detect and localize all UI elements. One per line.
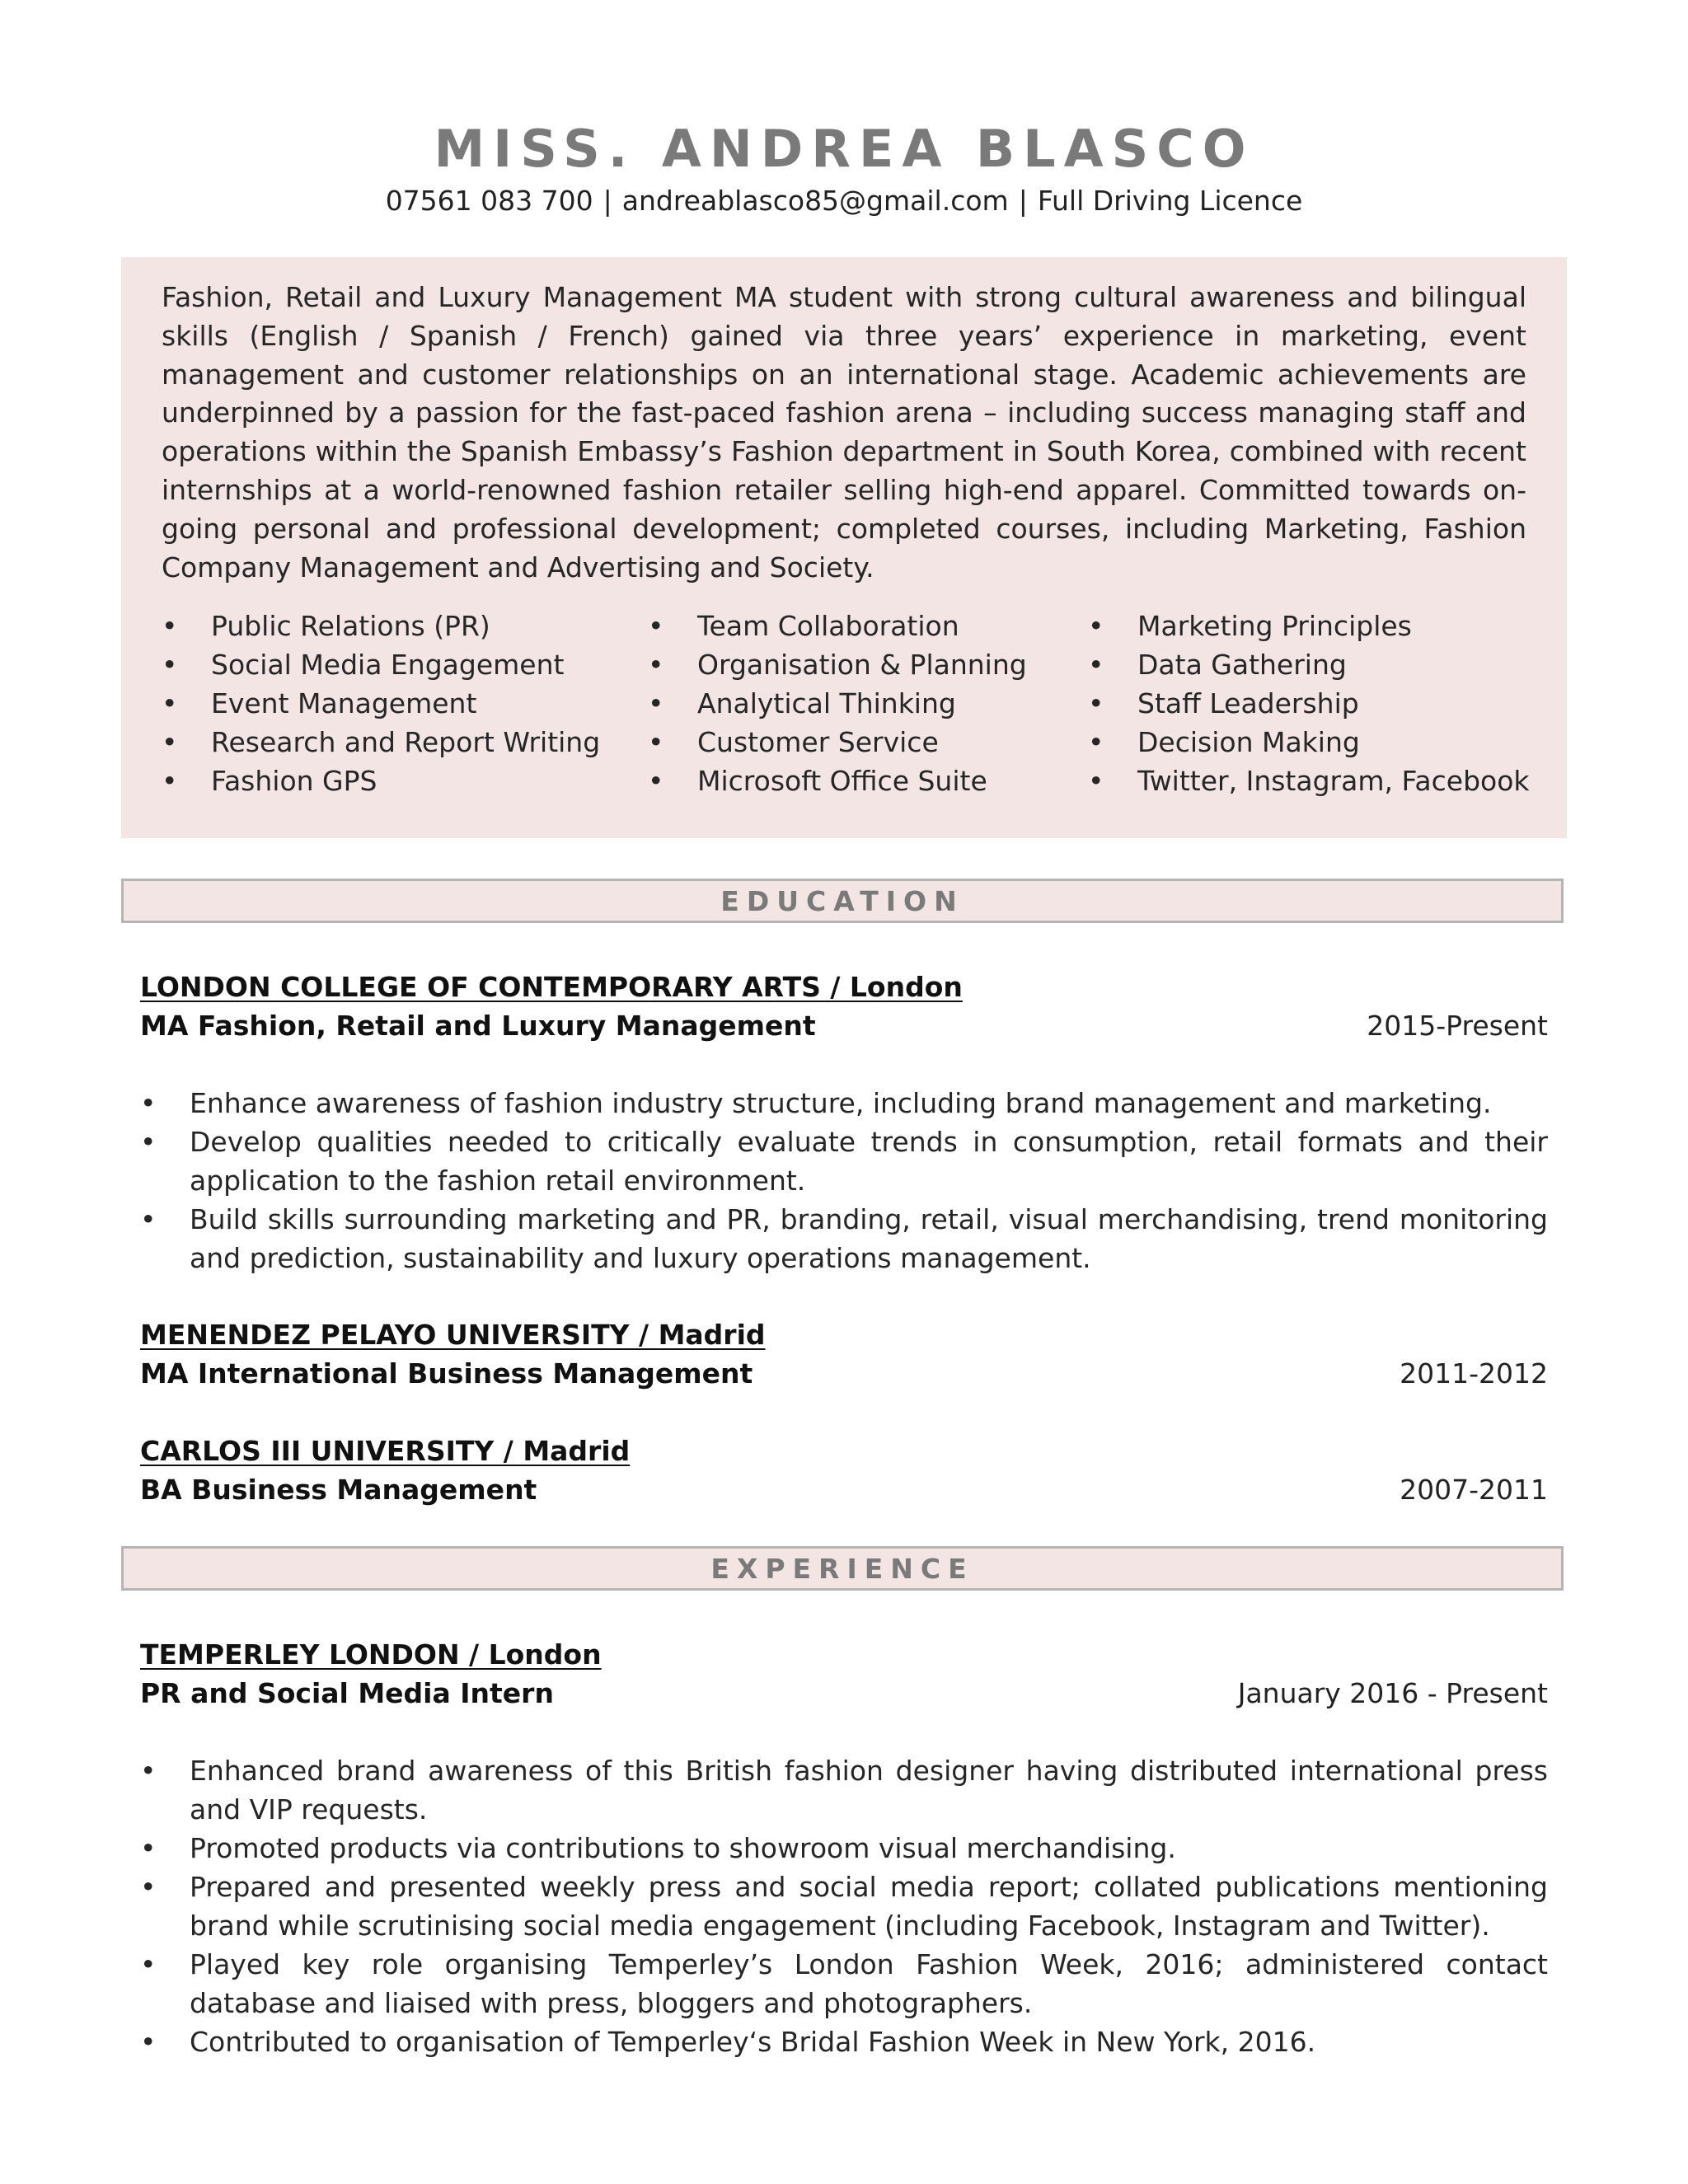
education-institution: CARLOS III UNIVERSITY / Madrid [140, 1435, 631, 1467]
education-degree: MA Fashion, Retail and Luxury Management [140, 1010, 816, 1042]
education-dates: 2011-2012 [1400, 1357, 1548, 1390]
phone-number: 07561 083 700 [385, 185, 593, 217]
skills-column-3 [1088, 607, 1530, 800]
experience-dates: January 2016 - Present [1237, 1677, 1548, 1709]
skill-item: • Event Management [162, 684, 600, 723]
summary-paragraph: Fashion, Retail and Luxury Management MA student with strong cultural awareness and bilingual skills (English / Spanish / French) gained via three years’ experience in marketing, event management and customer relationships on an international stage. Academic achievements are underpinned by a passion for the fast-paced fashion arena – including success managing staff and operations within the Spanish Embassy’s Fashion department in South Korea, combined with recent internships at a world-renowned fashion retailer selling high-end apparel. Committed towards on-going personal and professional development; completed courses, including Marketing, Fashion Company Management and Advertising and Society. [162, 281, 1526, 583]
skill-item: • Marketing Principles [1088, 607, 1530, 645]
education-institution: LONDON COLLEGE OF CONTEMPORARY ARTS / London [140, 971, 963, 1003]
candidate-name: MISS. ANDREA BLASCO [434, 119, 1254, 179]
contact-separator: | [603, 185, 612, 217]
list-item: • Prepared and presented weekly press and social media report; collated publications mentioning brand while scrutinising social media engagement (including Facebook, Instagram and Twitter). [140, 1868, 1548, 1945]
skill-item: • Social Media Engagement [162, 645, 600, 684]
education-bullets [140, 1084, 1548, 1277]
list-item: • Build skills surrounding marketing and PR, branding, retail, visual merchandising, trend monitoring and prediction, sustainability and luxury operations management. [140, 1200, 1548, 1277]
list-item: • Promoted products via contributions to showroom visual merchandising. [140, 1829, 1548, 1868]
education-dates: 2007-2011 [1400, 1474, 1548, 1506]
contact-line [0, 185, 1688, 217]
education-institution: MENENDEZ PELAYO UNIVERSITY / Madrid [140, 1319, 766, 1351]
education-heading: EDUCATION [121, 879, 1564, 923]
list-item: • Contributed to organisation of Temperley‘s Bridal Fashion Week in New York, 2016. [140, 2022, 1548, 2061]
contact-separator: | [1018, 185, 1028, 217]
skill-item: • Analytical Thinking [648, 684, 1027, 723]
skill-item: • Data Gathering [1088, 645, 1530, 684]
skill-item: • Public Relations (PR) [162, 607, 600, 645]
skill-item: • Decision Making [1088, 723, 1530, 762]
skills-column-1 [162, 607, 600, 800]
experience-company: TEMPERLEY LONDON / London [140, 1638, 602, 1671]
skill-item: • Microsoft Office Suite [648, 762, 1027, 800]
skill-item: • Research and Report Writing [162, 723, 600, 762]
education-dates: 2015-Present [1367, 1010, 1548, 1042]
skill-item: • Customer Service [648, 723, 1027, 762]
skill-item: • Twitter, Instagram, Facebook [1088, 762, 1530, 800]
skills-column-2 [648, 607, 1027, 800]
list-item: • Played key role organising Temperley’s London Fashion Week, 2016; administered contact database and liaised with press, bloggers and photographers. [140, 1945, 1548, 2022]
experience-role: PR and Social Media Intern [140, 1677, 554, 1709]
list-item: • Enhance awareness of fashion industry structure, including brand management and marketing. [140, 1084, 1548, 1122]
skill-item: • Fashion GPS [162, 762, 600, 800]
education-degree: BA Business Management [140, 1474, 537, 1506]
list-item: • Enhanced brand awareness of this British fashion designer having distributed international press and VIP requests. [140, 1751, 1548, 1829]
skills-list [162, 607, 1538, 804]
driving-licence: Full Driving Licence [1037, 185, 1303, 217]
skill-item: • Team Collaboration [648, 607, 1027, 645]
experience-heading: EXPERIENCE [121, 1546, 1564, 1591]
list-item: • Develop qualities needed to critically evaluate trends in consumption, retail formats and their application to the fashion retail environment. [140, 1122, 1548, 1200]
experience-bullets [140, 1751, 1548, 2061]
skill-item: • Staff Leadership [1088, 684, 1530, 723]
skill-item: • Organisation & Planning [648, 645, 1027, 684]
email-address: andreablasco85@gmail.com [621, 185, 1009, 217]
education-degree: MA International Business Management [140, 1357, 753, 1390]
